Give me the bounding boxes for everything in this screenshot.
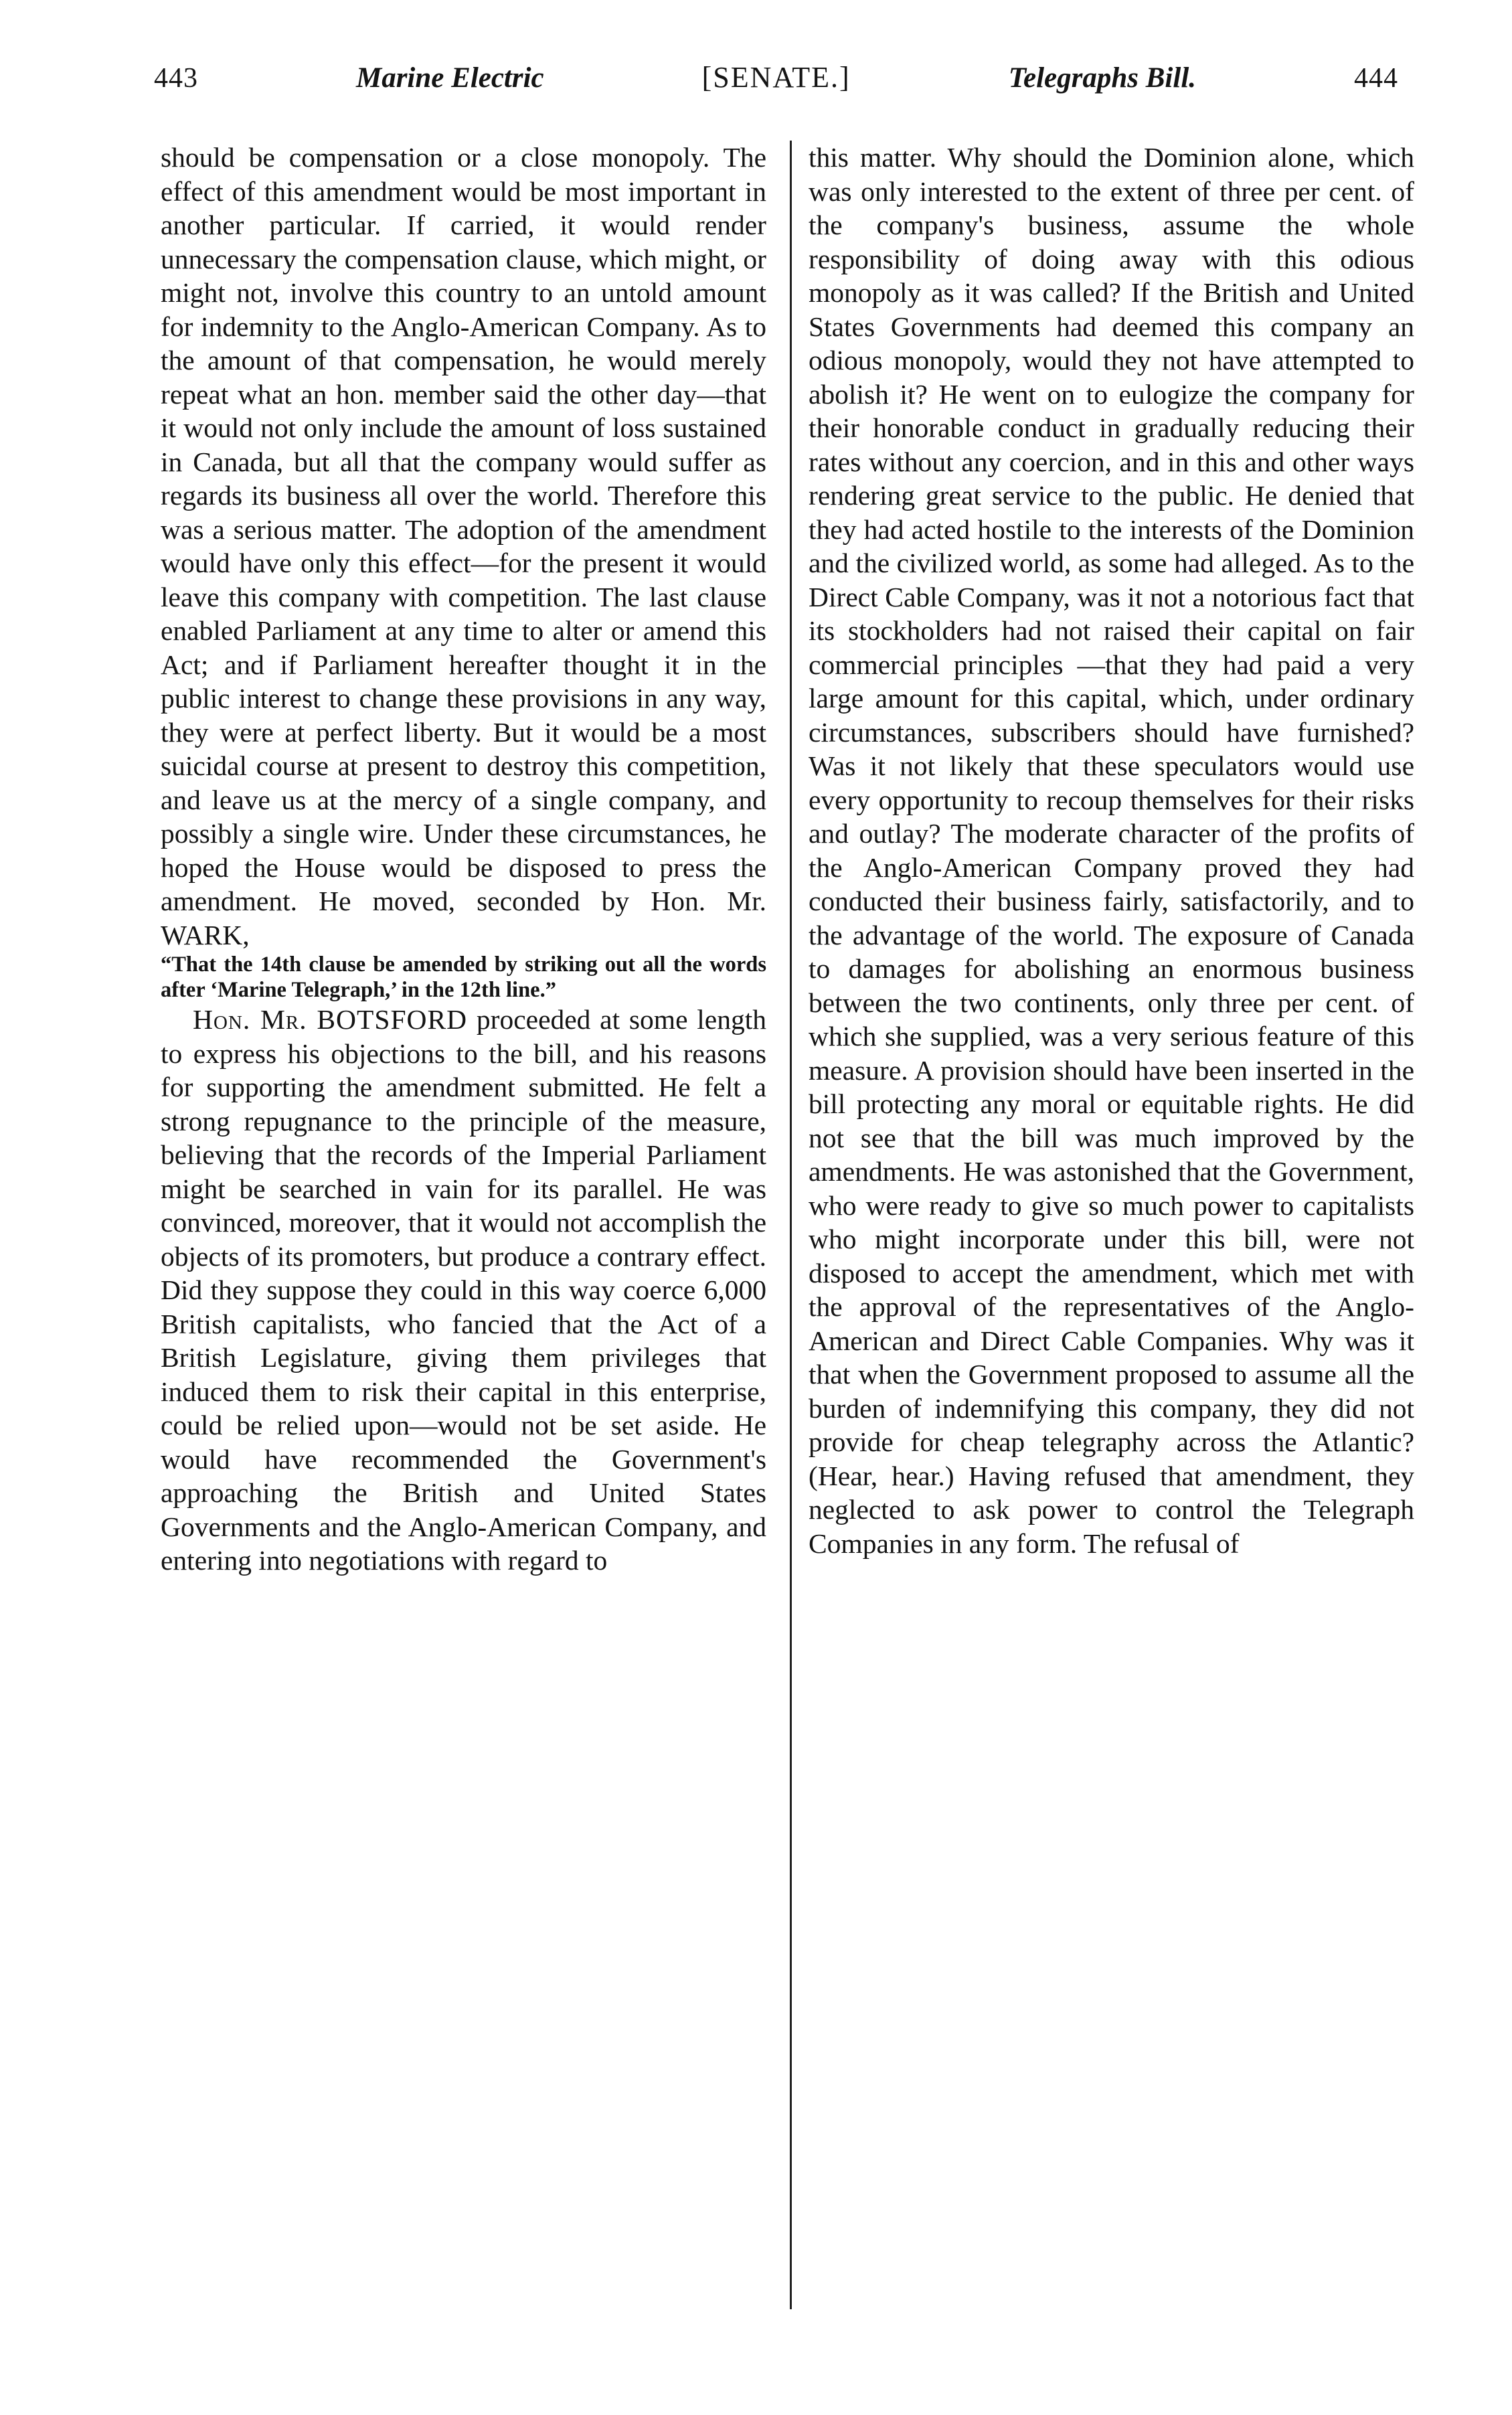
right-paragraph-1: this matter. Why should the Dominion alone, which was only interested to the extent of three per cent. of the company's business, assume the whole responsibility of doing away with this odious monopoly as it was called? If the British and United States Governments had deemed this company an odious monopoly, would they not have attempted to abolish it? He went on to eulogize the company for their honorable conduct in gradually reducing their rates without any coercion, and in this and other ways rendering great service to the public. He denied that they had acted hostile to the interests of the Dominion and the civilized world, as some had alleged. As to the Direct Cable Company, was it not a notorious fact that its stockholders had not raised their capital on fair commercial principles —that they had paid a very large amount for this capital, which, under ordinary circumstances, subscribers should have furnished? Was it not likely that these speculators would use every opportunity to recoup themselves for their risks and outlay? The moderate character of the profits of the Anglo-American Company proved they had conducted their business fairly, satisfactorily, and to the advantage of the world. The exposure of Canada to damages for abolishing an enormous business between the two continents, only three per cent. of which she supplied, was a very serious feature of this measure. A provision should have been inserted in the bill protecting any moral or equitable rights. He did not see that the bill was much improved by the amendments. He was astonished that the Government, who were ready to give so much power to capitalists who might incorporate under this bill, were not disposed to accept the amendment, which met with the approval of the representatives of the Anglo-American and Direct Cable Companies. Why was it that when the Government proposed to assume all the burden of indemnifying this company, they did not provide for cheap telegraphy across the Atlantic? (Hear, hear.) Having refused that amendment, they neglected to ask power to control the Telegraph Companies in any form. The refusal of: [809, 142, 1414, 1559]
column-divider: [790, 141, 792, 2309]
left-running-title: Marine Electric: [355, 62, 544, 94]
house-label: [SENATE.]: [701, 61, 851, 94]
right-running-title: Telegraphs Bill.: [1008, 62, 1197, 94]
right-page-number: 444: [1354, 63, 1398, 94]
left-paragraph-1: should be compensation or a close monopoly. The effect of this amendment would be most important in another particular. If carried, it would render unnecessary the compensation clause, which might, or might not, involve this country to an untold amount for indemnity to the Anglo-American Company. As to the amount of that compensation, he would merely repeat what an hon. member said the other day—that it would not only include the amount of loss sustained in Canada, but all that the company would suffer as regards its business all over the world. Therefore this was a serious matter. The adoption of the amendment would have only this effect—for the present it would leave this company with competition. The last clause enabled Parliament at any time to alter or amend this Act; and if Parliament hereafter thought it in the public interest to change these provisions in any way, they were at perfect liberty. But it would be a most suicidal course at present to destroy this competition, and leave us at the mercy of a single company, and possibly a single wire. Under these circumstances, he hoped the House would be disposed to press the amendment. He moved, seconded by Hon. Mr. WARK,: [161, 142, 766, 950]
speaker-name: Hon. Mr. BOTSFORD: [193, 1004, 468, 1035]
running-header: [154, 60, 1398, 114]
amendment-motion-quote: “That the 14th clause be amended by striking out all the words after ‘Marine Telegraph,’ in the 12th line.”: [161, 952, 766, 1002]
left-page-number: 443: [154, 63, 198, 94]
right-column: [809, 141, 1414, 1560]
left-paragraph-2-text: proceeded at some length to express his objections to the bill, and his reasons for supporting the amendment submitted. He felt a strong repugnance to the principle of the measure, believing that the records of the Imperial Parliament might be searched in vain for its parallel. He was convinced, moreover, that it would not accomplish the objects of its promoters, but produce a contrary effect. Did they suppose they could in this way coerce 6,000 British capitalists, who fancied that the Act of a British Legislature, giving them privileges that induced them to risk their capital in this enterprise, could be relied upon—would not be set aside. He would have recommended the Government's approaching the British and United States Governments and the Anglo-American Company, and entering into negotiations with regard to: [161, 1004, 766, 1576]
left-column: [161, 141, 766, 1578]
left-paragraph-2: [161, 1003, 766, 1578]
